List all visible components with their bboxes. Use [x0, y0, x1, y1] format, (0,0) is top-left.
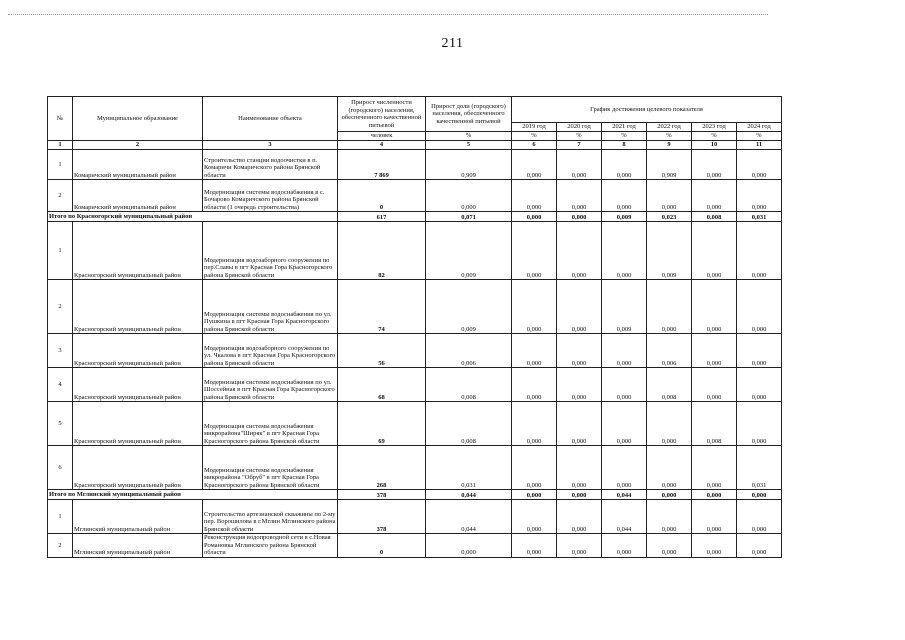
municipality-cell: Комаричский муниципальный район [73, 150, 203, 180]
year-value-cell: 0,000 [737, 500, 782, 534]
pop-growth-cell: 56 [338, 334, 426, 368]
municipality-cell: Красногорский муниципальный район [73, 222, 203, 280]
share-growth-cell: 0,909 [426, 150, 512, 180]
share-growth-cell: 0,008 [426, 402, 512, 446]
year-unit-percent: % [512, 132, 557, 141]
municipality-cell: Красногорский муниципальный район [73, 334, 203, 368]
page-number: 211 [441, 36, 464, 51]
row-number: 3 [48, 334, 73, 368]
object-cell: Модернизация системы водоснабжения по ул. Пушкина в пгт Красная Гора Красногорского района Брянской области [203, 280, 338, 334]
year-value-cell: 0,000 [647, 280, 692, 334]
year-value-cell: 0,000 [602, 446, 647, 490]
table-row [48, 334, 782, 368]
year-unit-percent: % [602, 132, 647, 141]
share-growth-cell: 0,044 [426, 500, 512, 534]
object-cell: Строительство станции водоочистки в п. Комаричи Комаричского района Брянской области [203, 150, 338, 180]
header-unit-people: человек [338, 132, 426, 141]
total-row [48, 490, 782, 500]
year-value-cell: 0,044 [602, 490, 647, 500]
row-number: 1 [48, 150, 73, 180]
municipality-cell: Мглинский муниципальный район [73, 500, 203, 534]
share-growth-cell: 0,000 [426, 534, 512, 558]
year-value-cell: 0,000 [737, 402, 782, 446]
object-cell: Строительство артезианской скважины по 2-му пер. Ворошилова в г.Мглин Мглинского района Брянской области [203, 500, 338, 534]
header-pop-growth: Прирост численности (городского) населения, обеспеченного качественной питьевой [338, 97, 426, 132]
year-value-cell: 0,000 [737, 490, 782, 500]
row-number: 2 [48, 534, 73, 558]
year-value-cell: 0,000 [557, 490, 602, 500]
column-number: 4 [338, 141, 426, 150]
year-unit-percent: % [647, 132, 692, 141]
municipality-cell: Комаричский муниципальный район [73, 180, 203, 212]
total-label: Итого по Мглинский муниципальный район [48, 490, 338, 500]
year-value-cell: 0,000 [647, 490, 692, 500]
row-number: 1 [48, 222, 73, 280]
year-value-cell: 0,000 [692, 180, 737, 212]
header-year: 2022 год [647, 123, 692, 132]
column-number: 11 [737, 141, 782, 150]
year-value-cell: 0,000 [737, 534, 782, 558]
year-value-cell: 0,000 [512, 500, 557, 534]
year-value-cell: 0,000 [512, 490, 557, 500]
row-number: 4 [48, 368, 73, 402]
header-unit-percent: % [426, 132, 512, 141]
column-number: 6 [512, 141, 557, 150]
column-number: 7 [557, 141, 602, 150]
pop-growth-cell: 68 [338, 368, 426, 402]
year-value-cell: 0,000 [557, 446, 602, 490]
share-growth-cell: 0,000 [426, 180, 512, 212]
year-value-cell: 0,000 [737, 150, 782, 180]
header-schedule: График достижения целевого показателя [512, 97, 782, 123]
header-share-growth: Прирост доли (городского) населения, обеспеченного качественной питьевой [426, 97, 512, 132]
year-value-cell: 0,000 [602, 368, 647, 402]
year-value-cell: 0,000 [512, 280, 557, 334]
row-number: 5 [48, 402, 73, 446]
header-year: 2021 год [602, 123, 647, 132]
pop-growth-cell: 7 869 [338, 150, 426, 180]
pop-growth-cell: 0 [338, 180, 426, 212]
year-value-cell: 0,000 [557, 222, 602, 280]
year-value-cell: 0,008 [692, 402, 737, 446]
scan-top-edge [8, 14, 768, 15]
year-value-cell: 0,000 [557, 334, 602, 368]
pop-growth-cell: 74 [338, 280, 426, 334]
pop-growth-cell: 82 [338, 222, 426, 280]
year-value-cell: 0,000 [557, 534, 602, 558]
header-year: 2019 год [512, 123, 557, 132]
pop-growth-cell: 617 [338, 212, 426, 222]
year-value-cell: 0,000 [647, 446, 692, 490]
year-value-cell: 0,000 [737, 368, 782, 402]
table-row [48, 402, 782, 446]
column-number: 10 [692, 141, 737, 150]
year-unit-percent: % [692, 132, 737, 141]
year-value-cell: 0,000 [557, 280, 602, 334]
header-object: Наименование объекта [203, 97, 338, 141]
table-row [48, 500, 782, 534]
pop-growth-cell: 378 [338, 500, 426, 534]
share-growth-cell: 0,008 [426, 368, 512, 402]
year-value-cell: 0,000 [557, 180, 602, 212]
object-cell: Реконструкция водопроводной сети в с.Новая Романовка Мглинского района Брянской области [203, 534, 338, 558]
header-year: 2024 год [737, 123, 782, 132]
year-value-cell: 0,000 [692, 150, 737, 180]
year-value-cell: 0,000 [692, 534, 737, 558]
year-value-cell: 0,000 [692, 222, 737, 280]
year-value-cell: 0,000 [737, 280, 782, 334]
municipality-cell: Красногорский муниципальный район [73, 446, 203, 490]
year-value-cell: 0,000 [602, 222, 647, 280]
share-growth-cell: 0,044 [426, 490, 512, 500]
year-value-cell: 0,023 [647, 212, 692, 222]
year-value-cell: 0,000 [557, 212, 602, 222]
table-row [48, 368, 782, 402]
object-cell: Модернизация системы водоснабжения в с. Бочарово Комаричского района Брянской области (1 очередь строительства) [203, 180, 338, 212]
year-value-cell: 0,000 [512, 368, 557, 402]
year-value-cell: 0,909 [647, 150, 692, 180]
year-value-cell: 0,008 [647, 368, 692, 402]
year-unit-percent: % [557, 132, 602, 141]
share-growth-cell: 0,071 [426, 212, 512, 222]
year-value-cell: 0,008 [692, 212, 737, 222]
year-value-cell: 0,000 [737, 222, 782, 280]
year-value-cell: 0,000 [647, 500, 692, 534]
year-value-cell: 0,000 [512, 150, 557, 180]
share-growth-cell: 0,031 [426, 446, 512, 490]
header-year: 2023 год [692, 123, 737, 132]
column-number: 3 [203, 141, 338, 150]
year-value-cell: 0,000 [692, 334, 737, 368]
year-value-cell: 0,000 [602, 150, 647, 180]
object-cell: Модернизация системы водоснабжения по ул. Шоссейная в пгт Красная Гора Красногорского района Брянской области [203, 368, 338, 402]
table-row [48, 222, 782, 280]
object-cell: Модернизация системы водоснабжения микрорайона"Ширяк" в пгт Красная Гора Красногорского района Брянской области [203, 402, 338, 446]
year-value-cell: 0,000 [647, 180, 692, 212]
pop-growth-cell: 0 [338, 534, 426, 558]
year-value-cell: 0,000 [602, 334, 647, 368]
column-number: 1 [48, 141, 73, 150]
pop-growth-cell: 378 [338, 490, 426, 500]
year-value-cell: 0,000 [512, 180, 557, 212]
table-row [48, 534, 782, 558]
column-number: 2 [73, 141, 203, 150]
object-cell: Модернизация системы водоснабжения микрорайона "Обруб" в пгт Красная Гора Красногорского района Брянской области [203, 446, 338, 490]
year-value-cell: 0,000 [647, 402, 692, 446]
year-value-cell: 0,009 [647, 222, 692, 280]
table-row [48, 280, 782, 334]
year-value-cell: 0,000 [512, 534, 557, 558]
year-value-cell: 0,000 [737, 334, 782, 368]
year-value-cell: 0,000 [512, 402, 557, 446]
share-growth-cell: 0,009 [426, 222, 512, 280]
year-value-cell: 0,000 [602, 180, 647, 212]
pop-growth-cell: 268 [338, 446, 426, 490]
table-row [48, 180, 782, 212]
header-year: 2020 год [557, 123, 602, 132]
row-number: 2 [48, 180, 73, 212]
municipality-cell: Мглинский муниципальный район [73, 534, 203, 558]
year-value-cell: 0,000 [557, 500, 602, 534]
total-label: Итого по Красногорский муниципальный район [48, 212, 338, 222]
year-value-cell: 0,000 [512, 334, 557, 368]
year-value-cell: 0,000 [692, 446, 737, 490]
year-value-cell: 0,000 [512, 222, 557, 280]
year-value-cell: 0,000 [602, 402, 647, 446]
header-municipality: Муниципальное образование [73, 97, 203, 141]
year-value-cell: 0,000 [692, 490, 737, 500]
table-row [48, 150, 782, 180]
share-growth-cell: 0,009 [426, 280, 512, 334]
object-cell: Модернизация водозаборного сооружения по ул. Чкалова в пгт Красная Гора Красногорского района Брянской области [203, 334, 338, 368]
year-value-cell: 0,000 [737, 180, 782, 212]
year-value-cell: 0,044 [602, 500, 647, 534]
year-value-cell: 0,000 [512, 446, 557, 490]
year-value-cell: 0,031 [737, 446, 782, 490]
year-value-cell: 0,000 [557, 150, 602, 180]
year-value-cell: 0,000 [692, 368, 737, 402]
pop-growth-cell: 69 [338, 402, 426, 446]
column-number: 8 [602, 141, 647, 150]
year-value-cell: 0,000 [647, 534, 692, 558]
total-row [48, 212, 782, 222]
year-value-cell: 0,000 [512, 212, 557, 222]
row-number: 1 [48, 500, 73, 534]
year-unit-percent: % [737, 132, 782, 141]
year-value-cell: 0,000 [692, 500, 737, 534]
header-no: № [48, 97, 73, 141]
municipality-cell: Красногорский муниципальный район [73, 402, 203, 446]
year-value-cell: 0,009 [602, 212, 647, 222]
object-cell: Модернизация водозаборного сооружения по пер.Славы в пгт Красная Гора Красногорского района Брянской области [203, 222, 338, 280]
row-number: 6 [48, 446, 73, 490]
year-value-cell: 0,009 [602, 280, 647, 334]
share-growth-cell: 0,006 [426, 334, 512, 368]
column-number: 5 [426, 141, 512, 150]
municipality-cell: Красногорский муниципальный район [73, 368, 203, 402]
target-indicator-table [47, 96, 782, 558]
year-value-cell: 0,006 [647, 334, 692, 368]
year-value-cell: 0,031 [737, 212, 782, 222]
municipality-cell: Красногорский муниципальный район [73, 280, 203, 334]
year-value-cell: 0,000 [602, 534, 647, 558]
year-value-cell: 0,000 [557, 402, 602, 446]
row-number: 2 [48, 280, 73, 334]
table-row [48, 446, 782, 490]
year-value-cell: 0,000 [692, 280, 737, 334]
year-value-cell: 0,000 [557, 368, 602, 402]
column-number: 9 [647, 141, 692, 150]
